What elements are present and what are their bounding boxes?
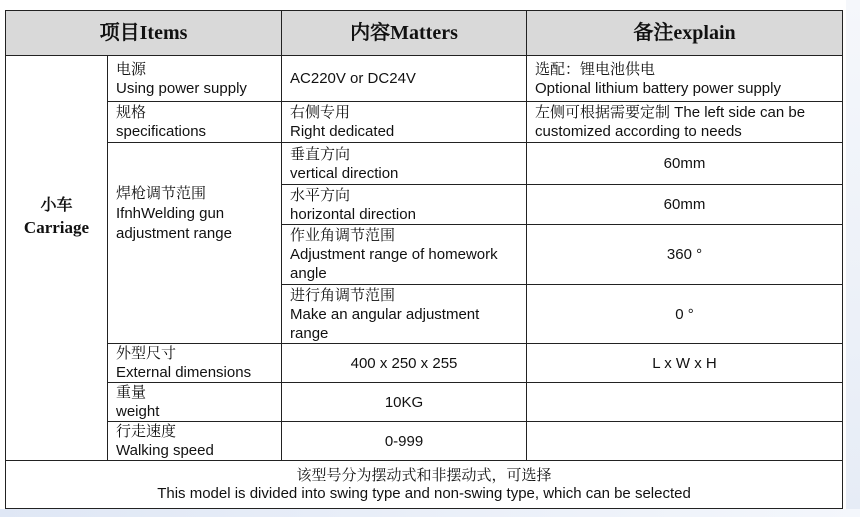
- homework-angle-value: 360 °: [666, 246, 703, 263]
- welding-gun-label-en-line-2: adjustment range: [116, 224, 232, 242]
- horizontal-direction-label-cn: 水平方向: [290, 186, 351, 204]
- table-row-vertical-direction: [6, 143, 843, 185]
- angular-adjustment-label-en-line-2: range: [290, 324, 329, 342]
- category-cell: [6, 56, 108, 461]
- power-supply-item: [108, 56, 282, 102]
- weight-explain-empty: [527, 383, 843, 422]
- welding-gun-item: [108, 143, 282, 344]
- welding-gun-label-en-line-1: IfnhWelding gun: [116, 204, 225, 222]
- footer-note-cn: 该型号分为摆动式和非摆动式，可选择: [296, 466, 552, 484]
- weight-matters: [282, 383, 527, 422]
- horizontal-direction-value: 60mm: [663, 196, 706, 213]
- specifications-note-line-2: customized according to needs: [535, 123, 742, 140]
- table-row-specifications: [6, 102, 843, 143]
- header-items: 项目Items: [6, 11, 282, 56]
- horizontal-direction-matters: [282, 185, 527, 225]
- table-row-footer-note: [6, 461, 843, 509]
- angular-adjustment-matters: [282, 285, 527, 344]
- walking-speed-matters: [282, 422, 527, 461]
- table-row-external-dimensions: [6, 344, 843, 383]
- power-supply-label-cn: 电源: [116, 60, 147, 78]
- walking-speed-explain-empty: [527, 422, 843, 461]
- power-supply-value: AC220V or DC24V: [290, 70, 416, 87]
- header-row: [6, 11, 843, 56]
- external-dimensions-item: [108, 344, 282, 383]
- specifications-label-en: specifications: [116, 123, 207, 140]
- vertical-direction-matters: [282, 143, 527, 185]
- category-label-en: Carriage: [23, 218, 90, 237]
- homework-angle-label-en-line-2: angle: [290, 265, 327, 282]
- horizontal-direction-label-en: horizontal direction: [290, 205, 416, 223]
- specifications-matters: [282, 102, 527, 143]
- angular-adjustment-label-cn: 进行角调节范围: [290, 286, 396, 304]
- angular-adjustment-label-en-line-1: Make an angular adjustment: [290, 305, 480, 323]
- footer-note-en: This model is divided into swing type and non-swing type, which can be selected: [157, 484, 691, 502]
- table-row-walking-speed: [6, 422, 843, 461]
- external-dimensions-explain: [527, 344, 843, 383]
- walking-speed-item: [108, 422, 282, 461]
- specifications-label-cn: 规格: [116, 104, 147, 121]
- vertical-direction-label-cn: 垂直方向: [290, 145, 351, 163]
- walking-speed-value: 0-999: [384, 432, 424, 450]
- weight-value: 10KG: [384, 393, 424, 411]
- weight-label-en: weight: [116, 403, 160, 420]
- page-edge-shade-right: [846, 0, 860, 517]
- horizontal-direction-explain: [527, 185, 843, 225]
- external-dimensions-note: L x W x H: [652, 354, 717, 372]
- category-label-cn: 小车: [40, 197, 73, 214]
- power-supply-explain: [527, 56, 843, 102]
- table-row-weight: [6, 383, 843, 422]
- vertical-direction-label-en: vertical direction: [290, 164, 399, 182]
- power-supply-matters: [282, 56, 527, 102]
- homework-angle-label-cn: 作业角调节范围: [290, 227, 396, 244]
- table-row-power-supply: [6, 56, 843, 102]
- power-supply-note-en: Optional lithium battery power supply: [535, 79, 781, 97]
- page-edge-shade-bottom: [0, 509, 860, 517]
- header-explain: 备注explain: [527, 11, 843, 56]
- weight-item: [108, 383, 282, 422]
- homework-angle-matters: [282, 225, 527, 285]
- power-supply-note-cn: 选配：锂电池供电: [535, 60, 656, 78]
- walking-speed-label-cn: 行走速度: [116, 423, 177, 440]
- specifications-value-en: Right dedicated: [290, 123, 395, 140]
- angular-adjustment-value: 0 °: [675, 305, 694, 323]
- spec-table: [5, 10, 843, 509]
- external-dimensions-value: 400 x 250 x 255: [350, 354, 458, 372]
- power-supply-label-en: Using power supply: [116, 79, 247, 97]
- specifications-item: [108, 102, 282, 143]
- welding-gun-label-cn: 焊枪调节范围: [116, 184, 207, 202]
- homework-angle-label-en-line-1: Adjustment range of homework: [290, 246, 498, 263]
- homework-angle-explain: [527, 225, 843, 285]
- external-dimensions-label-cn: 外型尺寸: [116, 345, 177, 362]
- specifications-value-cn: 右侧专用: [290, 104, 351, 121]
- footer-note: [6, 461, 843, 509]
- header-matters: 内容Matters: [282, 11, 527, 56]
- weight-label-cn: 重量: [116, 384, 147, 401]
- vertical-direction-explain: [527, 143, 843, 185]
- walking-speed-label-en: Walking speed: [116, 442, 214, 459]
- external-dimensions-label-en: External dimensions: [116, 364, 252, 381]
- specifications-explain: [527, 102, 843, 143]
- specifications-note-line-1: 左侧可根据需要定制 The left side can be: [535, 104, 806, 121]
- vertical-direction-value: 60mm: [663, 155, 706, 172]
- angular-adjustment-explain: [527, 285, 843, 344]
- external-dimensions-matters: [282, 344, 527, 383]
